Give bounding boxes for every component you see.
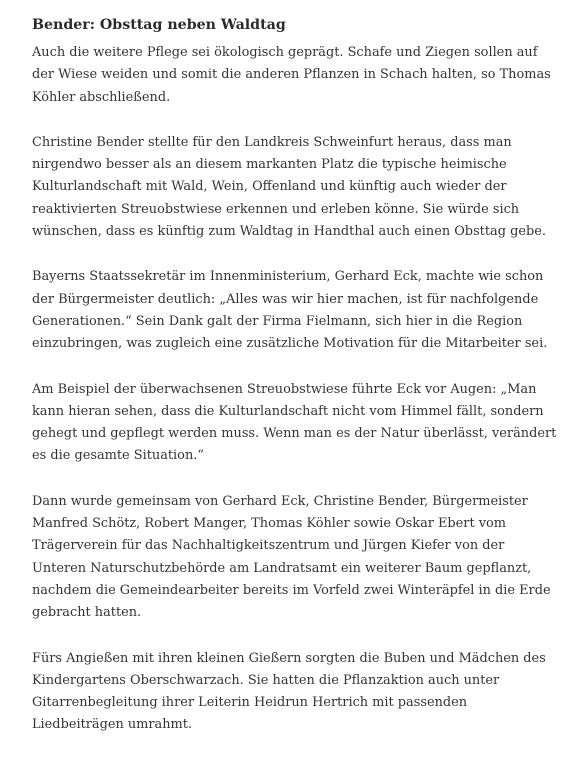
section-heading: Bender: Obsttag neben Waldtag: [32, 17, 286, 33]
article-body: [32, 14, 560, 760]
paragraph: Fürs Angießen mit ihren kleinen Gießern sorgten die Buben und Mädchen des Kindergartens Oberschwarzach. Sie hatten die Pflanzaktion auch unter Gitarrenbegleitung ihrer Leiterin Heidrun Hertrich mit passenden Liedbeiträgen umrahmt.: [32, 650, 546, 733]
paragraph: Auch die weitere Pflege sei ökologisch geprägt. Schafe und Ziegen sollen auf der Wiese weiden und somit die anderen Pflanzen in Schach halten, so Thomas Köhler abschließend.: [32, 45, 551, 105]
paragraph: Bayerns Staatssekretär im Innenministerium, Gerhard Eck, machte wie schon der Bürgermeister deutlich: „Alles was wir hier machen, ist für nachfolgende Generationen.“ Sein Dank galt der Firma Fielmann, sich hier in die Region einzubringen, was zugleich eine zusätzliche Motivation für die Mitarbeiter sei.: [32, 269, 548, 352]
paragraph: Christine Bender stellte für den Landkreis Schweinfurt heraus, dass man nirgendwo besser als an diesem markanten Platz die typische heimische Kulturlandschaft mit Wald, Wein, Offenland und künftig auch wieder der reaktivierten Streuobstwiese erkennen und erleben könne. Sie würde sich wünschen, dass es künftig zum Waldtag in Handthal auch einen Obsttag gebe.: [32, 134, 546, 240]
paragraph: Dann wurde gemeinsam von Gerhard Eck, Christine Bender, Bürgermeister Manfred Schötz, Robert Manger, Thomas Köhler sowie Oskar Ebert vom Trägerverein für das Nachhaltigkeitszentrum und Jürgen Kiefer von der Unteren Naturschutzbehörde am Landratsamt ein weiterer Baum gepflanzt, nachdem die Gemeindearbeiter bereits im Vorfeld zwei Winteräpfel in die Erde gebracht hatten.: [32, 493, 551, 621]
paragraph: Am Beispiel der überwachsenen Streuobstwiese führte Eck vor Augen: „Man kann hieran sehen, dass die Kulturlandschaft nicht vom Himmel fällt, sondern gehegt und gepflegt werden muss. Wenn man es der Natur überlässt, verändert es die gesamte Situation.“: [32, 381, 557, 464]
